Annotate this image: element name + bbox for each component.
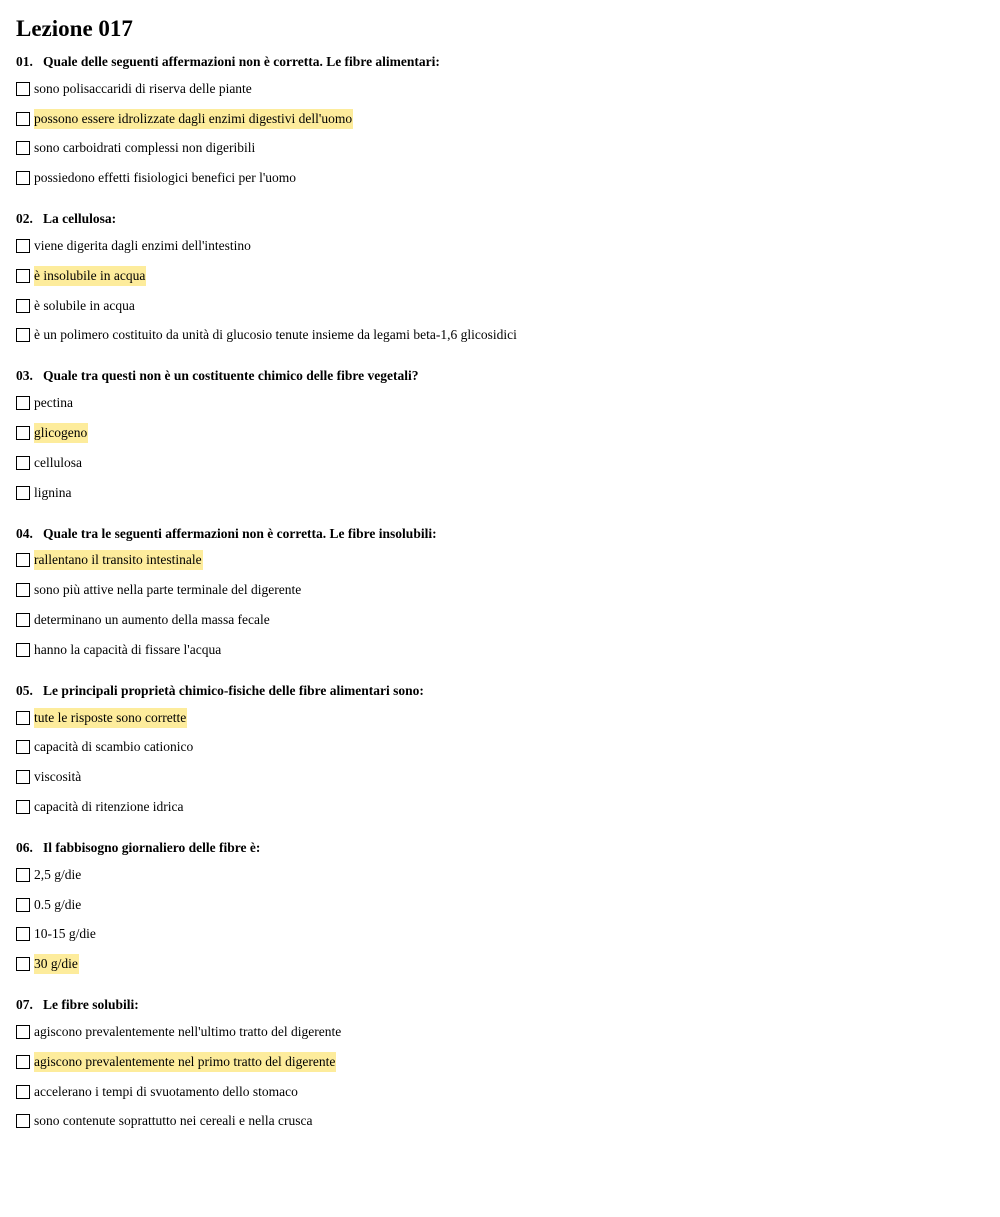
answer-label: capacità di scambio cationico [34, 739, 194, 755]
question-block [16, 836, 976, 979]
answer-option[interactable] [16, 163, 976, 193]
answer-label-highlighted: tute le risposte sono corrette [34, 708, 187, 728]
answer-label: sono polisaccaridi di riserva delle piante [34, 80, 252, 96]
question-number: 04. [16, 525, 33, 541]
answer-option[interactable] [16, 860, 976, 890]
answer-label: 10-15 g/die [34, 926, 96, 942]
question-heading [16, 993, 976, 1017]
answer-option[interactable] [16, 1017, 976, 1047]
answer-checkbox[interactable] [16, 1114, 30, 1128]
question-number: 05. [16, 682, 33, 698]
answer-option[interactable] [16, 733, 976, 763]
question-text: Le principali proprietà chimico-fisiche delle fibre alimentari sono: [43, 682, 424, 698]
answer-option[interactable] [16, 418, 976, 448]
question-heading [16, 679, 976, 703]
answer-label-highlighted: 30 g/die [34, 954, 79, 974]
answer-label: è un polimero costituito da unità di glucosio tenute insieme da legami beta-1,6 glicosidici [34, 327, 517, 343]
answer-option[interactable] [16, 762, 976, 792]
answer-checkbox[interactable] [16, 328, 30, 342]
answer-checkbox[interactable] [16, 1085, 30, 1099]
answer-checkbox[interactable] [16, 269, 30, 283]
answer-option[interactable] [16, 575, 976, 605]
answer-option[interactable] [16, 1107, 976, 1137]
answer-label-highlighted: è insolubile in acqua [34, 266, 146, 286]
answer-label-highlighted: agiscono prevalentemente nel primo tratto del digerente [34, 1052, 336, 1072]
question-block [16, 522, 976, 665]
answer-label: cellulosa [34, 454, 82, 470]
answer-label: sono più attive nella parte terminale del digerente [34, 582, 302, 598]
answer-option[interactable] [16, 546, 976, 576]
answer-checkbox[interactable] [16, 740, 30, 754]
answer-checkbox[interactable] [16, 868, 30, 882]
answer-option[interactable] [16, 74, 976, 104]
answer-checkbox[interactable] [16, 299, 30, 313]
answer-checkbox[interactable] [16, 456, 30, 470]
document-page [16, 14, 976, 1150]
answer-option[interactable] [16, 134, 976, 164]
answer-checkbox[interactable] [16, 1055, 30, 1069]
answer-label: accelerano i tempi di svuotamento dello stomaco [34, 1083, 298, 1099]
question-heading [16, 364, 976, 388]
answer-label: sono contenute soprattutto nei cereali e nella crusca [34, 1113, 313, 1129]
answer-option[interactable] [16, 448, 976, 478]
question-heading [16, 50, 976, 74]
answer-checkbox[interactable] [16, 613, 30, 627]
answer-checkbox[interactable] [16, 239, 30, 253]
answer-label: viscosità [34, 769, 82, 785]
answer-option[interactable] [16, 792, 976, 822]
answer-label: viene digerita dagli enzimi dell'intestino [34, 238, 251, 254]
question-number: 07. [16, 997, 33, 1013]
question-text: Le fibre solubili: [43, 997, 139, 1013]
question-heading [16, 836, 976, 860]
answer-checkbox[interactable] [16, 396, 30, 410]
answer-label-highlighted: possono essere idrolizzate dagli enzimi digestivi dell'uomo [34, 109, 353, 129]
question-heading [16, 207, 976, 231]
answer-checkbox[interactable] [16, 141, 30, 155]
question-text: Quale tra le seguenti affermazioni non è corretta. Le fibre insolubili: [43, 525, 437, 541]
question-block [16, 50, 976, 193]
answer-label: hanno la capacità di fissare l'acqua [34, 641, 222, 657]
question-text: Quale delle seguenti affermazioni non è corretta. Le fibre alimentari: [43, 54, 440, 69]
answer-label: agiscono prevalentemente nell'ultimo tratto del digerente [34, 1024, 342, 1040]
answer-checkbox[interactable] [16, 426, 30, 440]
answer-option[interactable] [16, 920, 976, 950]
answer-option[interactable] [16, 605, 976, 635]
question-number: 06. [16, 839, 33, 855]
questions-list [16, 50, 976, 1136]
answer-checkbox[interactable] [16, 927, 30, 941]
answer-label-highlighted: rallentano il transito intestinale [34, 550, 203, 570]
question-number: 02. [16, 211, 33, 227]
answer-checkbox[interactable] [16, 957, 30, 971]
page-title: Lezione 017 [16, 16, 133, 41]
answer-checkbox[interactable] [16, 82, 30, 96]
answer-label: capacità di ritenzione idrica [34, 799, 184, 815]
answer-checkbox[interactable] [16, 643, 30, 657]
answer-option[interactable] [16, 635, 976, 665]
answer-option[interactable] [16, 1047, 976, 1077]
answer-option[interactable] [16, 321, 976, 351]
answer-option[interactable] [16, 261, 976, 291]
question-text: Quale tra questi non è un costituente chimico delle fibre vegetali? [43, 368, 419, 384]
answer-checkbox[interactable] [16, 1025, 30, 1039]
answer-label: determinano un aumento della massa fecale [34, 612, 270, 628]
answer-checkbox[interactable] [16, 553, 30, 567]
answer-checkbox[interactable] [16, 800, 30, 814]
question-number: 01. [16, 54, 33, 69]
answer-option[interactable] [16, 388, 976, 418]
answer-option[interactable] [16, 291, 976, 321]
answer-checkbox[interactable] [16, 486, 30, 500]
answer-option[interactable] [16, 104, 976, 134]
question-block [16, 364, 976, 507]
answer-option[interactable] [16, 231, 976, 261]
answer-option[interactable] [16, 890, 976, 920]
answer-checkbox[interactable] [16, 583, 30, 597]
answer-label: 0.5 g/die [34, 896, 82, 912]
answer-label: lignina [34, 484, 72, 500]
answer-checkbox[interactable] [16, 770, 30, 784]
answer-checkbox[interactable] [16, 898, 30, 912]
answer-option[interactable] [16, 703, 976, 733]
answer-checkbox[interactable] [16, 171, 30, 185]
answer-label: possiedono effetti fisiologici benefici per l'uomo [34, 170, 296, 186]
question-block [16, 993, 976, 1136]
question-heading [16, 522, 976, 546]
answer-checkbox[interactable] [16, 711, 30, 725]
answer-label: è solubile in acqua [34, 297, 135, 313]
question-text: Il fabbisogno giornaliero delle fibre è: [43, 839, 261, 855]
answer-label: sono carboidrati complessi non digeribili [34, 140, 256, 156]
question-number: 03. [16, 368, 33, 384]
answer-label: 2,5 g/die [34, 866, 82, 882]
answer-label-highlighted: glicogeno [34, 423, 88, 443]
answer-option[interactable] [16, 949, 976, 979]
answer-option[interactable] [16, 478, 976, 508]
question-block [16, 207, 976, 350]
question-block [16, 679, 976, 822]
question-text: La cellulosa: [43, 211, 117, 227]
answer-option[interactable] [16, 1077, 976, 1107]
answer-label: pectina [34, 395, 73, 411]
answer-checkbox[interactable] [16, 112, 30, 126]
